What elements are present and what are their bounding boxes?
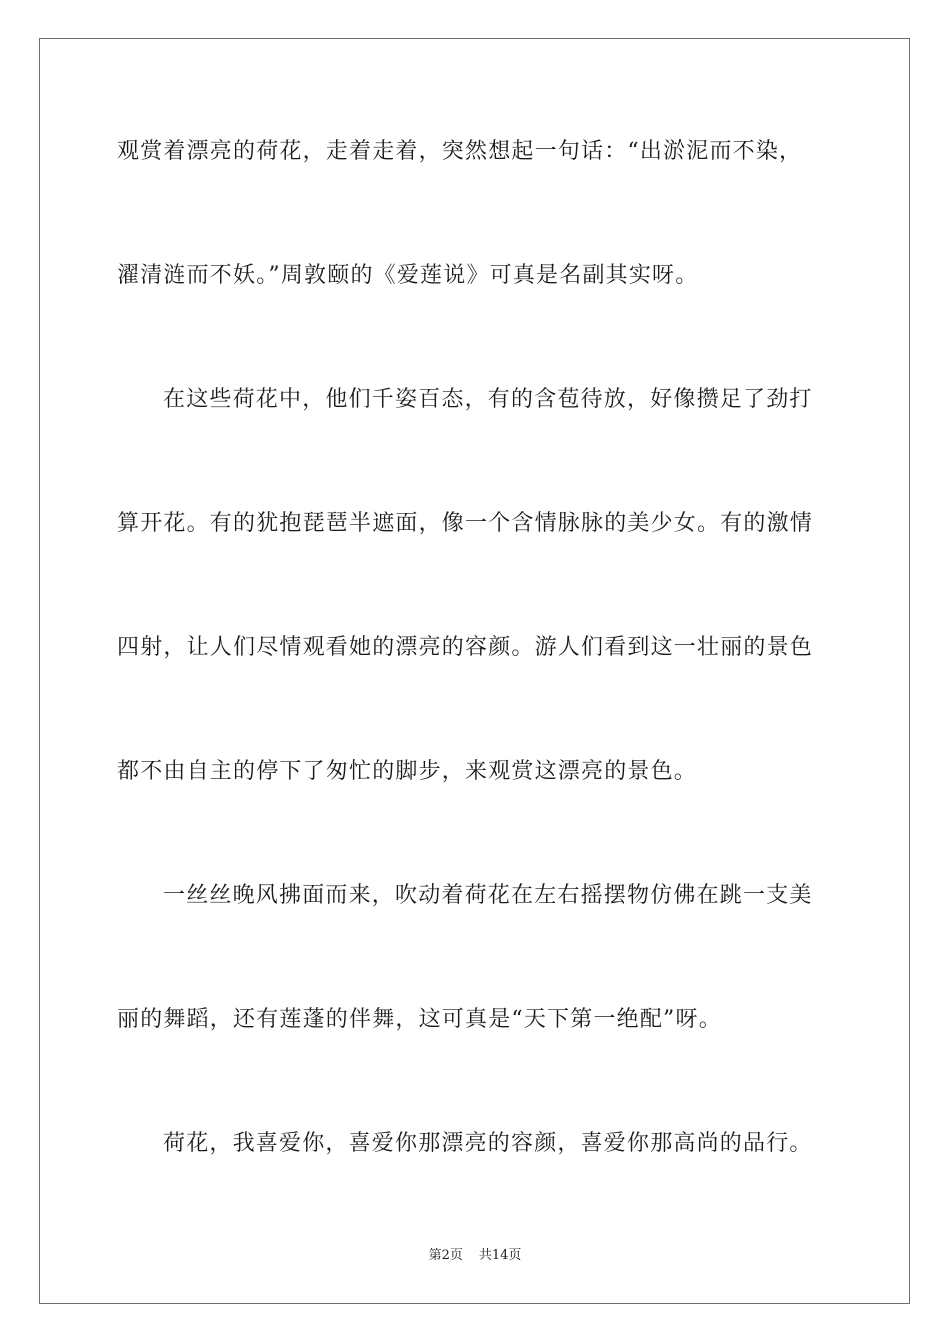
page-border [39, 38, 910, 1304]
paragraph-line: 观赏着漂亮的荷花，走着走着，突然想起一句话：“出淤泥而不染， [117, 139, 803, 164]
paragraph-line: 荷花，我喜爱你，喜爱你那漂亮的容颜，喜爱你那高尚的品行。 [163, 1131, 813, 1156]
paragraph-line: 算开花。有的犹抱琵琶半遮面，像一个含情脉脉的美少女。有的激情 [117, 511, 814, 536]
page-footer [0, 1247, 950, 1265]
paragraph-line: 四射，让人们尽情观看她的漂亮的容颜。游人们看到这一壮丽的景色 [117, 635, 814, 660]
page-number: 第2页 [428, 1248, 463, 1263]
paragraph-line: 濯清涟而不妖。”周敦颐的《爱莲说》可真是名副其实呀。 [117, 263, 699, 288]
paragraph-line: 都不由自主的停下了匆忙的脚步，来观赏这漂亮的景色。 [117, 759, 698, 784]
paragraph-line: 一丝丝晚风拂面而来，吹动着荷花在左右摇摆物仿佛在跳一支美 [163, 883, 813, 908]
paragraph-line: 丽的舞蹈，还有莲蓬的伴舞，这可真是“天下第一绝配”呀。 [117, 1007, 722, 1032]
paragraph-line: 在这些荷花中，他们千姿百态，有的含苞待放，好像攒足了劲打 [163, 387, 813, 412]
page-total: 共14页 [478, 1248, 522, 1263]
